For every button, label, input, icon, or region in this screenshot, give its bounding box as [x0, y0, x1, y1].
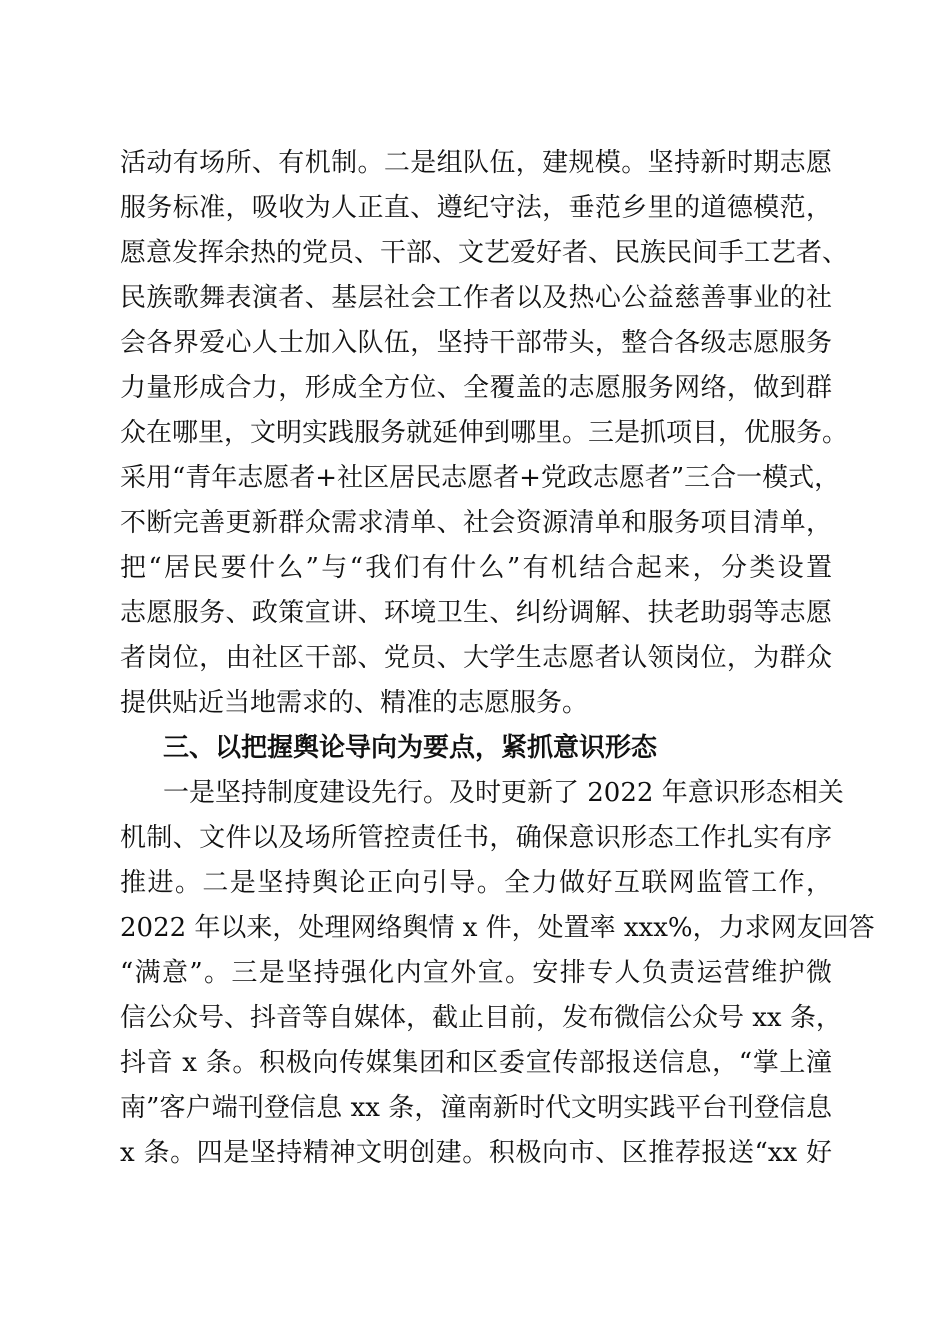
- text-line: 会各界爱心人士加入队伍，坚持干部带头，整合各级志愿服务: [120, 328, 832, 358]
- paragraph-ideology: [120, 771, 875, 1176]
- text-line: 服务标准，吸收为人正直、遵纪守法，垂范乡里的道德模范，: [120, 193, 832, 223]
- text-line: 力量形成合力，形成全方位、全覆盖的志愿服务网络，做到群: [120, 373, 832, 403]
- text-line: 活动有场所、有机制。二是组队伍，建规模。坚持新时期志愿: [120, 148, 832, 178]
- text-line: 推进。二是坚持舆论正向引导。全力做好互联网监管工作，: [120, 868, 832, 898]
- text-line: 愿意发挥余热的党员、干部、文艺爱好者、民族民间手工艺者、: [120, 238, 849, 268]
- text-line: 者岗位，由社区干部、党员、大学生志愿者认领岗位，为群众: [120, 643, 832, 673]
- text-line: 机制、文件以及场所管控责任书，确保意识形态工作扎实有序: [120, 823, 832, 853]
- text-line: 提供贴近当地需求的、精准的志愿服务。: [120, 688, 589, 718]
- text-line: 2022 年以来，处理网络舆情 x 件，处置率 xxx%，力求网友回答: [120, 913, 875, 943]
- text-line: 抖音 x 条。积极向传媒集团和区委宣传部报送信息，“掌上潼: [120, 1048, 832, 1078]
- text-line: “满意”。三是坚持强化内宣外宣。安排专人负责运营维护微: [120, 958, 832, 988]
- section-heading: 三、以把握舆论导向为要点，紧抓意识形态: [163, 733, 658, 763]
- text-line: 南”客户端刊登信息 xx 条，潼南新时代文明实践平台刊登信息: [120, 1093, 832, 1123]
- text-line: 把“居民要什么”与“我们有什么”有机结合起来，分类设置: [120, 553, 832, 583]
- text-line: 采用“青年志愿者+社区居民志愿者+党政志愿者”三合一模式，: [120, 463, 841, 493]
- text-line: x 条。四是坚持精神文明创建。积极向市、区推荐报送“xx 好: [120, 1138, 832, 1168]
- text-line: 志愿服务、政策宣讲、环境卫生、纠纷调解、扶老助弱等志愿: [120, 598, 832, 628]
- document-body: [120, 141, 875, 1176]
- text-line: 一是坚持制度建设先行。及时更新了 2022 年意识形态相关: [163, 778, 844, 808]
- paragraph-volunteer-service: [120, 141, 849, 726]
- text-line: 不断完善更新群众需求清单、社会资源清单和服务项目清单，: [120, 508, 832, 538]
- text-line: 众在哪里，文明实践服务就延伸到哪里。三是抓项目，优服务。: [120, 418, 849, 448]
- text-line: 信公众号、抖音等自媒体，截止目前，发布微信公众号 xx 条，: [120, 1003, 842, 1033]
- text-line: 民族歌舞表演者、基层社会工作者以及热心公益慈善事业的社: [120, 283, 832, 313]
